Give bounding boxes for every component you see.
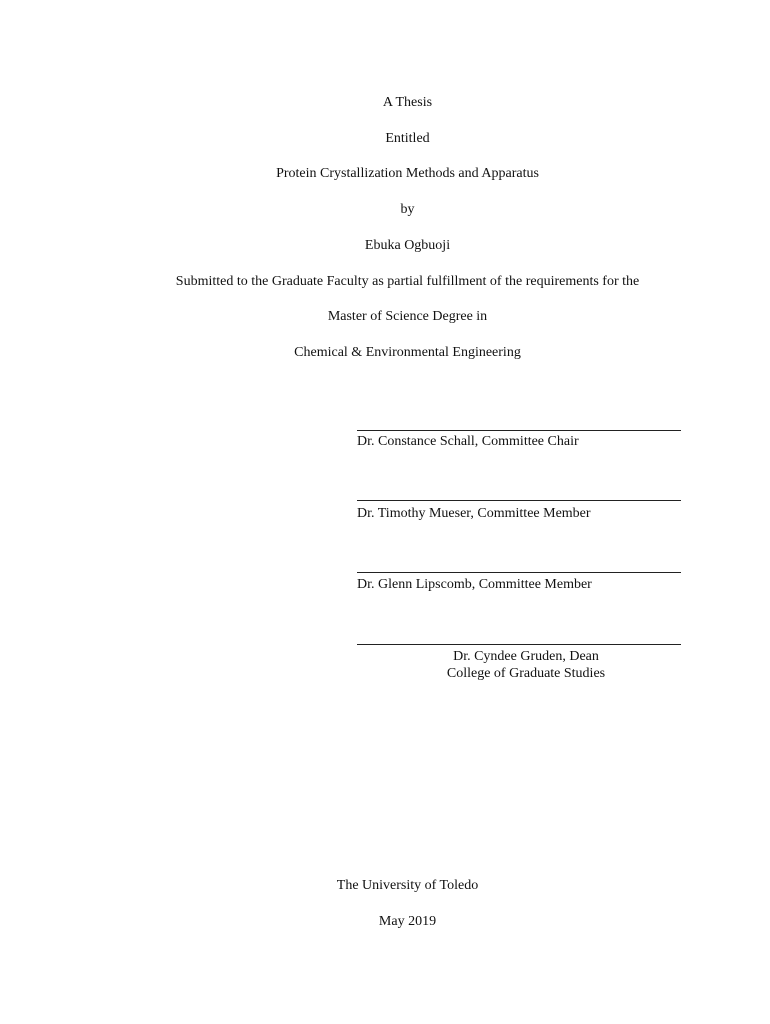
- document-type: A Thesis: [382, 95, 433, 110]
- signature-line: [357, 644, 681, 645]
- signature-label: Dr. Timothy Mueser, Committee Member: [357, 506, 591, 521]
- institution-name: The University of Toledo: [336, 878, 479, 893]
- degree-line: Master of Science Degree in: [327, 309, 488, 324]
- entitled-label: Entitled: [385, 131, 430, 146]
- signature-label: Dr. Constance Schall, Committee Chair: [357, 434, 579, 449]
- signature-line: [357, 572, 681, 573]
- thesis-title: Protein Crystallization Methods and Apparatus: [276, 166, 539, 181]
- submission-statement: Submitted to the Graduate Faculty as partial fulfillment of the requirements for the: [175, 274, 640, 289]
- submission-date: May 2019: [378, 914, 437, 929]
- author-name: Ebuka Ogbuoji: [364, 238, 451, 253]
- signature-line: [357, 430, 681, 431]
- dean-office: College of Graduate Studies: [446, 666, 606, 681]
- by-label: by: [400, 202, 415, 217]
- signature-label: Dr. Glenn Lipscomb, Committee Member: [357, 577, 592, 592]
- signature-line: [357, 500, 681, 501]
- field-of-study: Chemical & Environmental Engineering: [294, 345, 521, 360]
- dean-name: Dr. Cyndee Gruden, Dean: [453, 649, 599, 664]
